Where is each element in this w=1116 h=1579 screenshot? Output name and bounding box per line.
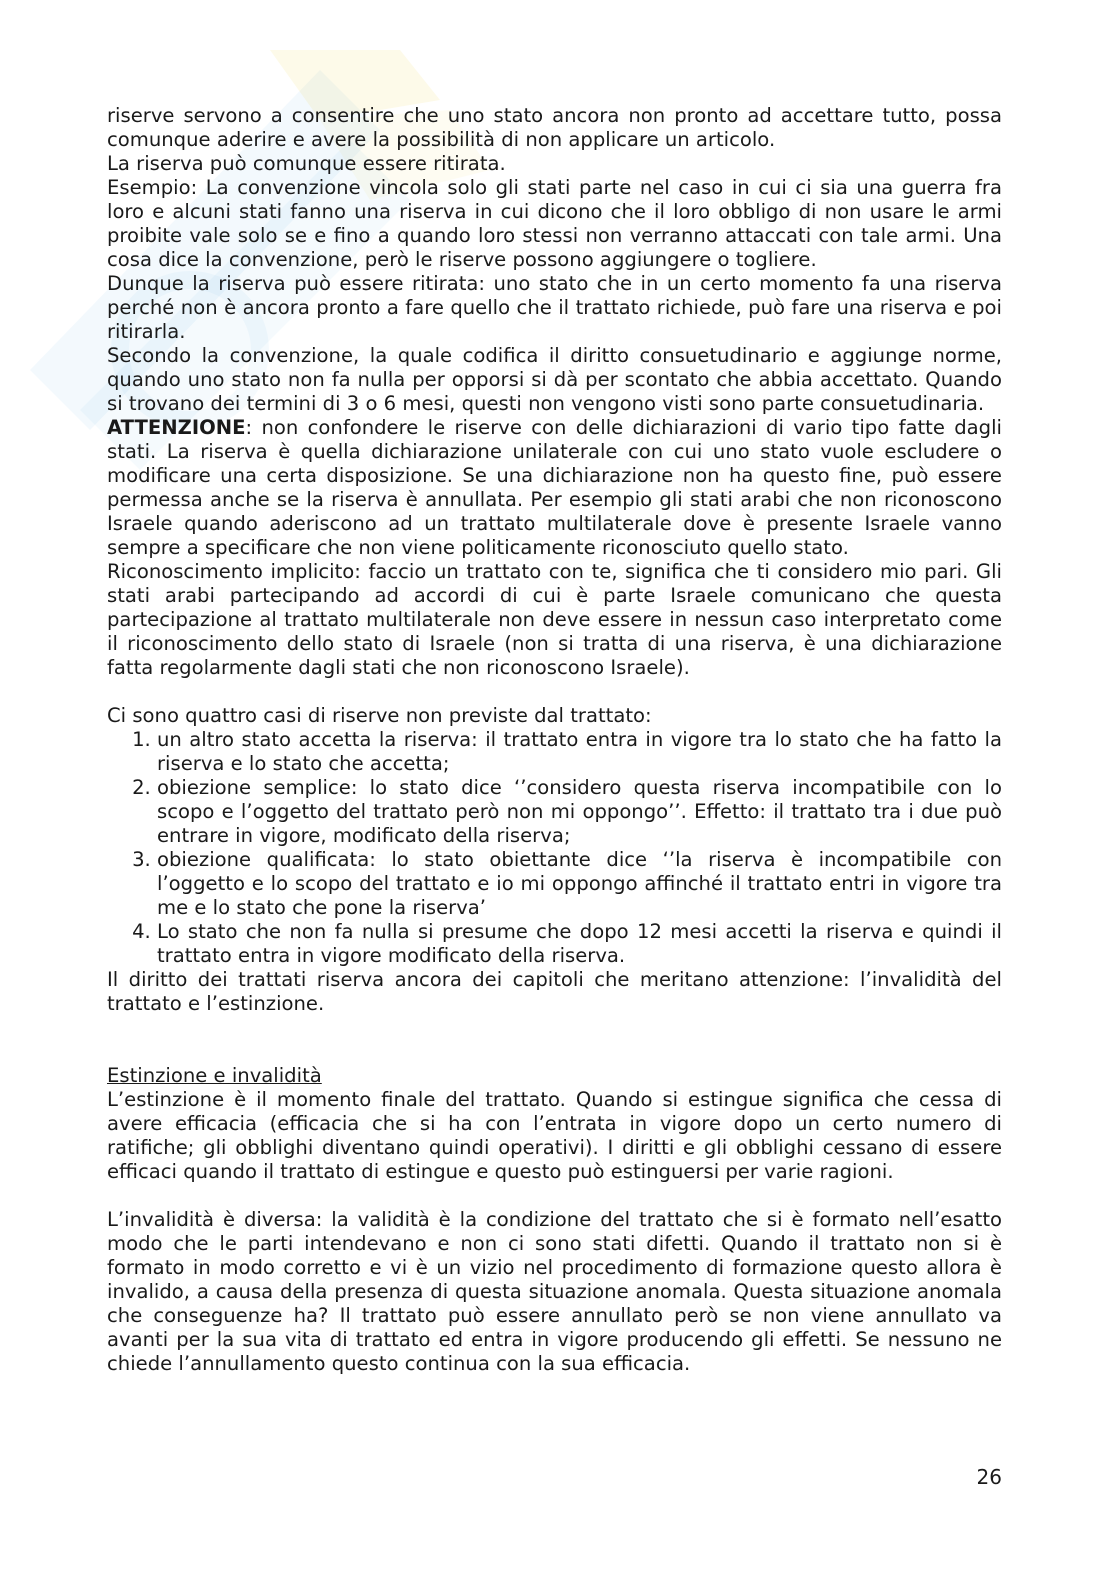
cases-intro: Ci sono quattro casi di riserve non previste dal trattato: bbox=[107, 704, 652, 727]
section-title: Estinzione e invalidità bbox=[107, 1064, 322, 1087]
paragraph: Riconoscimento implicito: faccio un trattato con te, significa che ti considero mio pari. Gli stati arabi partecipando ad accordi di cui è parte Israele comunicano che questa partecipazione al trattato multilaterale non deve essere in nessun caso interpretato come il riconoscimento dello stato di Israele (non si tratta di una riserva, è una dichiarazione fatta regolarmente dagli stati che non riconoscono Israele). bbox=[107, 560, 1002, 679]
attention-label: ATTENZIONE bbox=[107, 416, 246, 439]
list-item: 1. un altro stato accetta la riserva: il trattato entra in vigore tra lo stato che ha fatto la riserva e lo stato che accetta; bbox=[157, 728, 1002, 776]
paragraph: Dunque la riserva può essere ritirata: uno stato che in un certo momento fa una riserva perché non è ancora pronto a fare quello che il trattato richiede, può fare una riserva e poi ritirarla. bbox=[107, 272, 1002, 343]
document-body bbox=[107, 104, 1002, 1376]
cases-list bbox=[107, 728, 1002, 968]
paragraph: L’invalidità è diversa: la validità è la condizione del trattato che si è formato nell’esatto modo che le parti intendevano e non ci sono stati difetti. Quando il trattato non si è formato in modo corretto e vi è un vizio nel procedimento di formazione questo allora è invalido, a causa della presenza di questa situazione anomala. Questa situazione anomala che conseguenze ha? Il trattato può essere annullato però se non viene annullato va avanti per la sua vita di trattato ed entra in vigore producendo gli effetti. Se nessuno ne chiede l’annullamento questo continua con la sua efficacia. bbox=[107, 1208, 1002, 1375]
attention-paragraph bbox=[107, 416, 1002, 560]
paragraph: L’estinzione è il momento finale del trattato. Quando si estingue significa che cessa di avere efficacia (efficacia che si ha con l’entrata in vigore dopo un certo numero di ratifiche; gli obblighi diventano quindi operativi). I diritti e gli obblighi cessano di essere efficaci quando il trattato di estingue e questo può estinguersi per varie ragioni. bbox=[107, 1088, 1002, 1183]
list-item: 4. Lo stato che non fa nulla si presume che dopo 12 mesi accetti la riserva e quindi il trattato entra in vigore modificato della riserva. bbox=[157, 920, 1002, 968]
attention-text: : non confondere le riserve con delle dichiarazioni di vario tipo fatte dagli stati. La riserva è quella dichiarazione unilaterale con cui uno stato vuole escludere o modificare una certa disposizione. Se una dichiarazione non ha questo fine, può essere permessa anche se la riserva è annullata. Per esempio gli stati arabi che non riconoscono Israele quando aderiscono ad un trattato multilaterale dove è presente Israele vanno sempre a specificare che non viene politicamente riconosciuto quello stato. bbox=[107, 416, 1002, 559]
list-item: 2. obiezione semplice: lo stato dice ‘’considero questa riserva incompatibile con lo scopo e l’oggetto del trattato però non mi oppongo’’. Effetto: il trattato tra i due può entrare in vigore, modificato della riserva; bbox=[157, 776, 1002, 848]
paragraph: La riserva può comunque essere ritirata. bbox=[107, 152, 506, 175]
page-number: 26 bbox=[976, 1465, 1002, 1489]
paragraph: Secondo la convenzione, la quale codifica il diritto consuetudinario e aggiunge norme, quando uno stato non fa nulla per opporsi si dà per scontato che abbia accettato. Quando si trovano dei termini di 3 o 6 mesi, questi non vengono visti sono parte consuetudinaria. bbox=[107, 344, 1002, 415]
paragraph: Esempio: La convenzione vincola solo gli stati parte nel caso in cui ci sia una guerra fra loro e alcuni stati fanno una riserva in cui dicono che il loro obbligo di non usare le armi proibite vale solo se e fino a quando loro stessi non verranno attaccati con tale armi. Una cosa dice la convenzione, però le riserve possono aggiungere o togliere. bbox=[107, 176, 1002, 271]
paragraph: Il diritto dei trattati riserva ancora dei capitoli che meritano attenzione: l’invalidità del trattato e l’estinzione. bbox=[107, 968, 1002, 1015]
list-item: 3. obiezione qualificata: lo stato obiettante dice ‘’la riserva è incompatibile con l’oggetto e lo scopo del trattato e io mi oppongo affinché il trattato entri in vigore tra me e lo stato che pone la riserva’ bbox=[157, 848, 1002, 920]
paragraph: riserve servono a consentire che uno stato ancora non pronto ad accettare tutto, possa comunque aderire e avere la possibilità di non applicare un articolo. bbox=[107, 104, 1002, 151]
